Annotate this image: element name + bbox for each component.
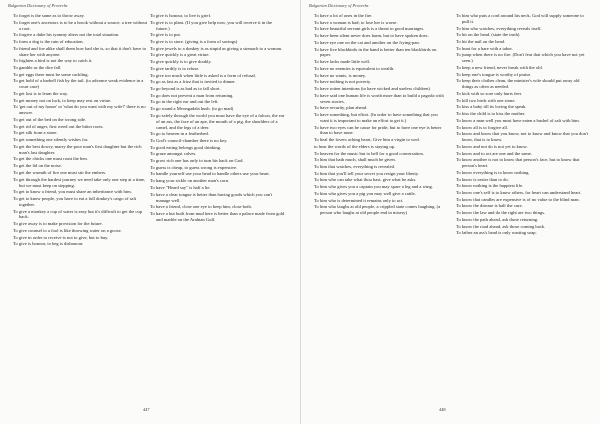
- proverb-entry: To hunt for a hare with a tabor.: [456, 45, 513, 51]
- left-column-2: [150, 13, 285, 224]
- proverb-entry: To have a lot of ones in the fire.: [314, 13, 373, 18]
- left-column-1: [13, 13, 148, 248]
- proverb-entry: To get through the hardest journey we need take only one step at a time, but we must keep on stepping.: [13, 176, 146, 188]
- proverb-entry: To have eye one on the cat and another on the frying-pan.: [314, 39, 420, 45]
- proverb-entry: To know nothing is the happiest life.: [456, 183, 524, 189]
- proverb-entry: To have no wants, is money.: [314, 72, 367, 78]
- proverb-entry: To get out of the bed on the wrong side.: [13, 117, 87, 123]
- proverb-entry: To hit on the head. (state the truth): [456, 32, 520, 38]
- proverb-entry: To hang your sickle on another man's corn.: [150, 178, 230, 184]
- proverb-entry: To know the law and do the right are two things.: [456, 210, 546, 216]
- proverb-entry: To 'get out of my house' or 'what do you want with my wife?' there is no answer.: [13, 104, 146, 116]
- proverb-entry: To get money not on luck, to keep may rest on virtue.: [13, 97, 112, 103]
- proverb-entry: to hear the words of the elders is staying up.: [314, 143, 396, 149]
- proverb-entry: To know and to act are one and the same.: [456, 150, 532, 156]
- running-header: Bulgarian Dictionary of Proverbs: [309, 3, 369, 8]
- proverb-entry: To kick with so sore only hurts feet.: [456, 91, 523, 97]
- proverb-entry: To get to know a friend, you must share an inheritance with him.: [13, 189, 132, 195]
- proverb-entry: To give is honour, to beg is dishonour.: [13, 241, 84, 247]
- proverb-entry: To go to heaven in a featherbed.: [150, 131, 209, 137]
- proverb-entry: To handle yourself use your head to handle others use your heart.: [150, 171, 270, 177]
- proverb-entry: To give jewels to a donkey is as stupid as giving a stomach to a woman.: [150, 45, 283, 51]
- proverb-entry: To him who laughs at old people, a crippled state comes laughing. (a person who laughs at old people end in misery): [314, 204, 441, 216]
- proverb-entry: To get silk from a stone.: [13, 130, 58, 136]
- right-column-1: [314, 13, 446, 217]
- proverb-entry: To give too much when little is asked is a form of refusal.: [150, 72, 256, 78]
- proverb-entry: To have something, but effort. (In order to have something that you want it is important to make an effort to get it.): [314, 111, 438, 123]
- page-number: 447: [143, 407, 150, 412]
- proverb-entry: To have been silent never does harm, but to have spoken does.: [314, 33, 429, 39]
- proverb-entry: To know that candles are expensive is of no value to the blind man.: [456, 196, 580, 202]
- proverb-entry: To have nothing is not poverty.: [314, 79, 372, 85]
- proverb-entry: To forget is the same as to throw away.: [13, 13, 85, 18]
- proverb-entry: To have said one human life is worth more than to build a pagoda with seven stories.: [314, 92, 444, 104]
- proverb-entry: To give counsel to a fool is like throwing water on a goose.: [13, 227, 122, 233]
- proverb-entry: To him who can take what thou hast, give what he asks.: [314, 177, 417, 183]
- proverb-entry: To have a friend, close one eye to keep him, close both.: [150, 204, 252, 210]
- proverb-entry: To kiss a baby till its loving the speak.: [456, 104, 527, 110]
- proverb-entry: To him that you'll tell your secret you resign your liberty.: [314, 170, 419, 176]
- proverb-entry: To have lacks made little well.: [314, 59, 371, 65]
- proverb-entry: To keep their clothes clean, the minister's wife should put away old things as often as needed.: [456, 78, 580, 90]
- proverb-entry: To keep a new friend, never break with the old.: [456, 65, 543, 71]
- proverb-entry: To him who puts a cord around his neck, God will supply someone to pull it.: [456, 13, 584, 24]
- proverb-entry: To know and not do is not yet to know.: [456, 143, 528, 149]
- proverb-entry: To go round a Mvongadala bush. (to go mad): [150, 106, 234, 112]
- proverb-entry: To kill two birds with one stone.: [456, 97, 516, 103]
- proverb-entry: To frighten a bird is not the way to catch it.: [13, 58, 93, 64]
- proverb-entry: To him that watches, everything is revealed.: [314, 163, 396, 169]
- proverb-entry: To go as fast as a frizz that is invited to dinner.: [150, 79, 236, 85]
- proverb-entry: To get rid of anger, first weed out the bitter roots.: [13, 123, 104, 129]
- proverb-entry: To have rotten intentions (to have wicked and useless children): [314, 85, 430, 91]
- proverb-entry: To have two eyes can be cause for pride, but to have one eye is better than to have none.: [314, 124, 442, 136]
- proverb-entry: To give quickly is a great virtue.: [150, 52, 210, 58]
- proverb-entry: To forget one's ancestors is to be a brook without a source, a tree without a root.: [13, 19, 147, 31]
- proverb-entry: To give quickly is to give doubly.: [150, 59, 212, 65]
- proverb-entry: To have no enemies is equivalent to wealth.: [314, 65, 395, 71]
- right-column-2: [456, 13, 591, 237]
- proverb-entry: To him who watches, everything reveals itself.: [456, 25, 542, 31]
- proverb-entry: To good eating belongs good drinking.: [150, 144, 222, 150]
- proverb-entry: To give is to store. (giving is a form of savings): [150, 39, 238, 45]
- proverb-entry: To friend and foe alike shall them how bad she is, so that it don't have to share her with anyone.: [13, 45, 147, 57]
- proverb-entry: To forgive a duke his tyranny alters not the total situation.: [13, 32, 120, 38]
- proverb-entry: To get the lid on the noise.: [13, 163, 62, 169]
- proverb-entry: To have "Heard say" is half a lie.: [150, 184, 211, 190]
- proverb-entry: To know another is not to know that person's face, but to know that person's heart.: [456, 157, 580, 169]
- proverb-entry: To give is to put.: [150, 32, 181, 38]
- proverb-entry: To him who is determined it remains only to act.: [314, 197, 404, 203]
- proverb-entry: To him who gives you a pig you may well give a cattle.: [314, 190, 416, 196]
- proverb-entry: To heaven for the music but to hell for a good conversation.: [314, 150, 424, 156]
- proverb-entry: To guess is cheap, to guess wrong is expensive.: [150, 164, 238, 170]
- proverb-entry: To have a clear tongue is better than having goods which you can't manage well.: [150, 191, 273, 203]
- proverb-entry: To go in the right ear and out the left.: [150, 99, 219, 105]
- proverb-entry: To graze amongst calves.: [150, 151, 197, 157]
- page-number: 448: [439, 407, 446, 412]
- proverb-entry: To lather an ass's head is only wasting soap.: [456, 230, 537, 236]
- proverb-entry: To give is honour, to live is grief.: [150, 13, 212, 18]
- proverb-entry: To give a monkey a cup of water is easy but it's difficult to get the cup back.: [13, 208, 143, 220]
- proverb-entry: To gamble as the dice fall.: [13, 65, 62, 71]
- proverb-entry: To form a dog is the ruin of education.: [13, 39, 84, 45]
- proverb-entry: To keep one's tongue is worthy of praise.: [456, 71, 532, 77]
- proverb-entry: To get to know people, you have to eat a full donkey's cargo of salt together.: [13, 195, 137, 207]
- proverb-entry: To know all is to forgive all.: [456, 124, 509, 130]
- proverb-entry: To get something one silently wishes for.: [13, 137, 89, 143]
- proverb-entry: To know the path ahead, ask those returning.: [456, 216, 539, 222]
- proverb-entry: To go safely through the world you must have the eye of a falcon, the ear of an ass, the face of an ape, the mouth of a pig, the shoulders of a camel, and the legs of a deer.: [150, 112, 285, 130]
- proverb-entry: To know is easier than to do.: [456, 176, 509, 182]
- proverb-entry: To get the warmth of fire one must stir the embers.: [13, 169, 107, 175]
- proverb-entry: To get the best dowry, marry the poor man's first daughter but the rich man's last daughter.: [13, 143, 142, 155]
- proverb-entry: To know and know that you know, not to know and know that you don't know, that is to know.: [456, 131, 589, 143]
- proverb-entry: To have a hut built from mud here is better than a palace made from gold and marble on the Arabian Gulf.: [150, 210, 285, 222]
- proverb-entry: To him who gives you a captain you may spare a leg and a wing.: [314, 184, 433, 190]
- proverb-entry: To have five blackbirds in the hand is better than ten blackbirds on paper.: [314, 46, 437, 58]
- proverb-entry: To give in order to receive is not to give, but to buy.: [13, 234, 109, 240]
- proverb-entry: To jump when there is no fire. (Don't fear that which you have not yet seen.): [456, 52, 585, 64]
- proverb-entry: To have security, plan ahead.: [314, 105, 368, 111]
- proverb-entry: To know one's self is to know others, for heart can understand heart.: [456, 190, 582, 195]
- right-page: [300, 0, 600, 424]
- proverb-entry: To get hold of a barbell fish by the tail. (to advance weak evidence in a court case): [13, 78, 144, 90]
- proverb-entry: To get eggs there must be some cackling.: [13, 71, 89, 77]
- proverb-entry: To know everything is to know nothing.: [456, 169, 530, 175]
- running-header: Bulgarian Dictionary of Proverbs: [8, 3, 68, 8]
- proverb-entry: To go does not prevent a man from returning.: [150, 92, 234, 98]
- proverb-entry: To know the road ahead, ask those coming back.: [456, 223, 546, 229]
- proverb-entry: To know a man well you must have eaten a bushel of salt with him.: [456, 117, 580, 123]
- proverb-entry: To hit the nail on the head.: [456, 39, 506, 45]
- proverb-entry: To give is to plant. (If you give help now, you will receive it in the future.): [150, 19, 272, 31]
- proverb-entry: To grow rich one has only to turn his back on God.: [150, 158, 244, 164]
- proverb-entry: To get lost is to learn the way.: [13, 91, 69, 97]
- proverb-entry: To heal the lovers aching heart, Give him a virgin to wed.: [314, 137, 420, 143]
- proverb-entry: To kiss the child is to kiss the mother.: [456, 111, 526, 117]
- proverb-entry: To have a woman is bad; to lose her is worse.: [314, 19, 398, 25]
- proverb-entry: To have beautiful servant girls is a threat to good marriages.: [314, 26, 425, 32]
- proverb-entry: To him that hath much, shall much be given.: [314, 157, 396, 163]
- proverb-entry: To give tardily is to refuse.: [150, 65, 200, 71]
- proverb-entry: To get the chicks one must roast the hen.: [13, 156, 88, 162]
- proverb-entry: To give away is to make provision for the future.: [13, 221, 103, 227]
- proverb-entry: To God's council-chamber there is no key.: [150, 137, 228, 143]
- proverb-entry: To know the disease is half the cure.: [456, 203, 523, 209]
- proverb-entry: To go beyond is as bad as to fall short.: [150, 85, 221, 91]
